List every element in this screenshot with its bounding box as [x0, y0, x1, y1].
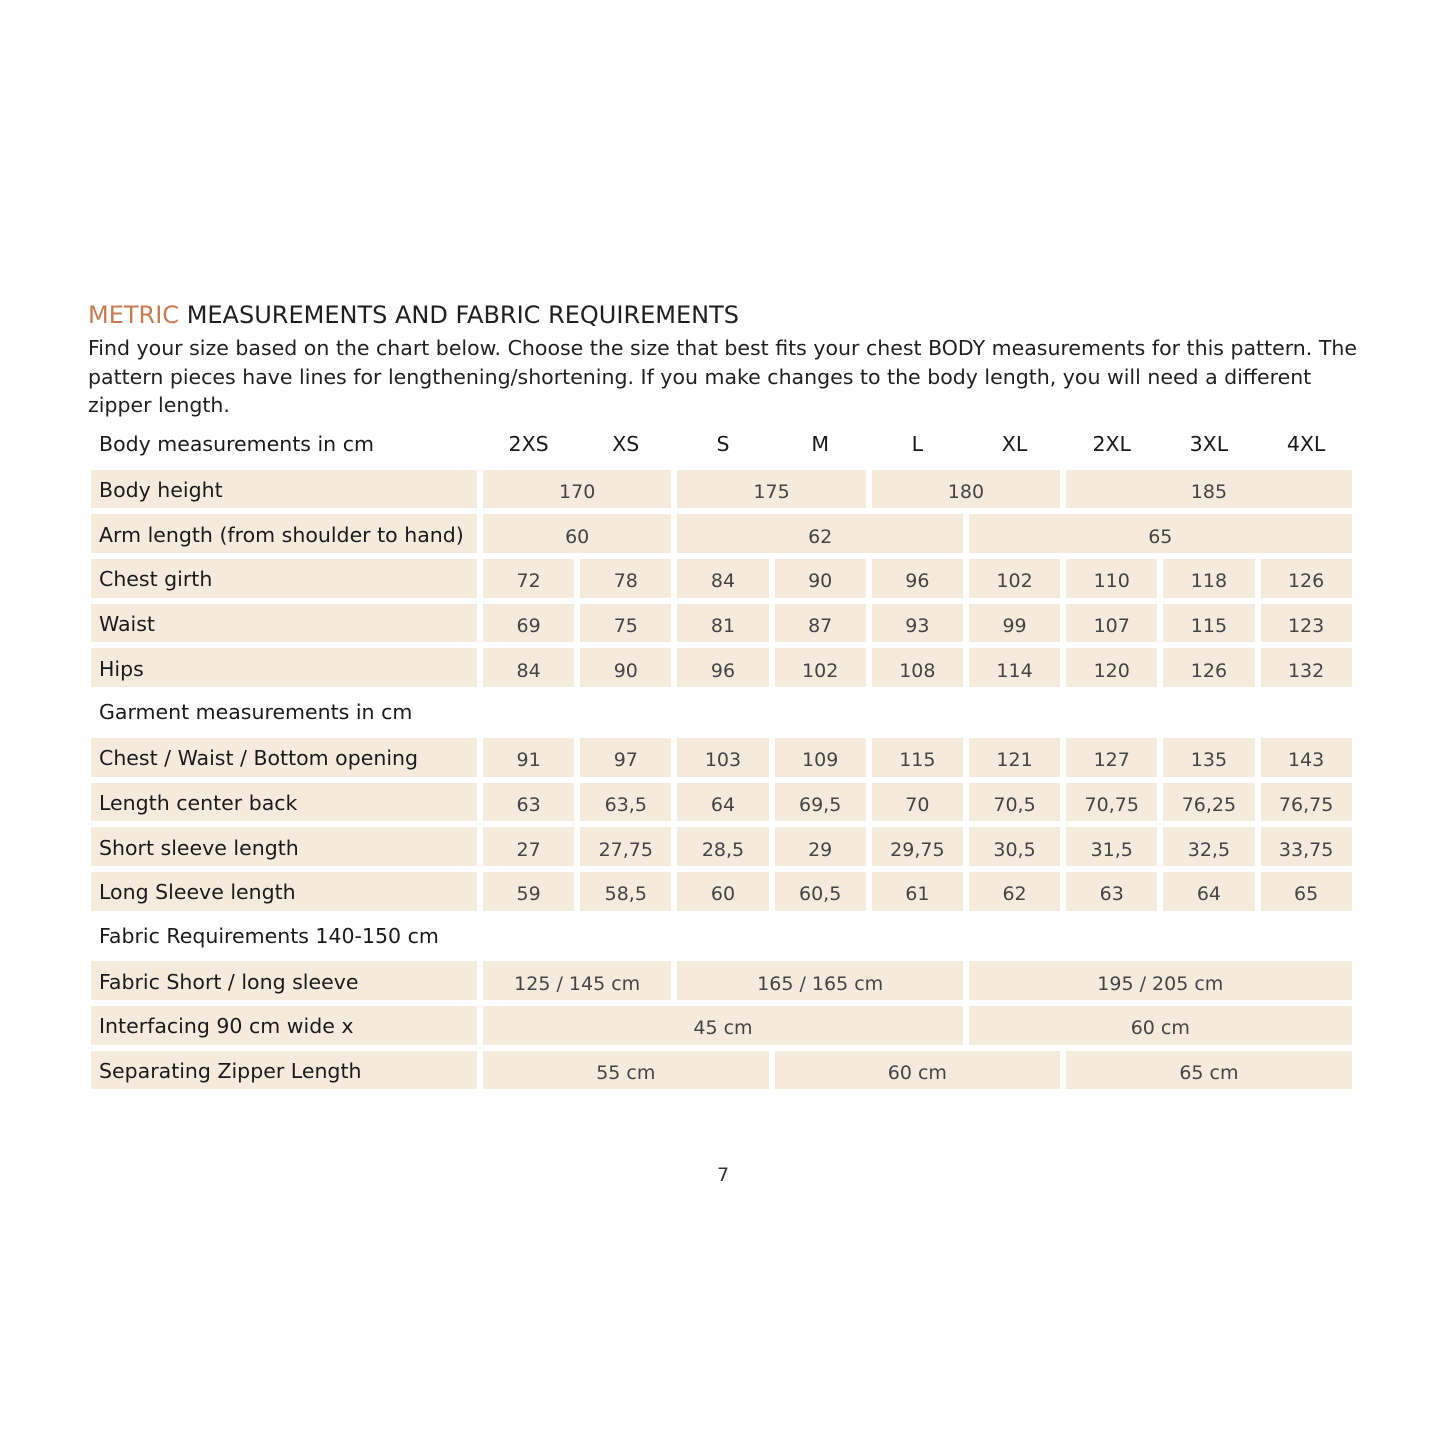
- page-heading: [88, 301, 739, 329]
- table-cell: 64: [1160, 869, 1257, 914]
- size-header-xl: XL: [1001, 432, 1028, 457]
- row-label: Hips: [88, 645, 480, 690]
- table-cell: 126: [1258, 556, 1355, 601]
- table-cell: 61: [869, 869, 966, 914]
- table-cell: 107: [1063, 601, 1160, 646]
- table-cell: 65: [966, 511, 1355, 556]
- table-cell: 27,75: [577, 824, 674, 869]
- table-cell: 109: [772, 735, 869, 780]
- size-header-s: S: [716, 432, 730, 457]
- table-cell: 125 / 145 cm: [480, 958, 674, 1003]
- table-cell: 102: [966, 556, 1063, 601]
- table-cell: 118: [1160, 556, 1257, 601]
- table-cell: 63: [480, 780, 577, 825]
- table-cell: 31,5: [1063, 824, 1160, 869]
- table-cell: 126: [1160, 645, 1257, 690]
- table-cell: 59: [480, 869, 577, 914]
- table-cell: 69: [480, 601, 577, 646]
- row-label: Interfacing 90 cm wide x: [88, 1003, 480, 1048]
- table-cell: 75: [577, 601, 674, 646]
- size-header-xs: XS: [612, 432, 640, 457]
- table-cell: 108: [869, 645, 966, 690]
- row-label: Separating Zipper Length: [88, 1048, 480, 1093]
- table-cell: 64: [674, 780, 771, 825]
- size-header-3xl: 3XL: [1189, 432, 1229, 457]
- size-header-l: L: [911, 432, 924, 457]
- table-cell: 60 cm: [772, 1048, 1064, 1093]
- table-cell: 60 cm: [966, 1003, 1355, 1048]
- table-cell: 143: [1258, 735, 1355, 780]
- table-cell: 32,5: [1160, 824, 1257, 869]
- table-cell: 93: [869, 601, 966, 646]
- table-cell: 58,5: [577, 869, 674, 914]
- table-cell: 60: [480, 511, 674, 556]
- size-chart-table: [88, 422, 1355, 1092]
- page-number: 7: [716, 1164, 730, 1186]
- table-cell: 28,5: [674, 824, 771, 869]
- row-label: Arm length (from shoulder to hand): [88, 511, 480, 556]
- table-cell: 91: [480, 735, 577, 780]
- table-cell: 65 cm: [1063, 1048, 1355, 1093]
- table-header-label: Body measurements in cm: [99, 432, 374, 457]
- table-cell: 72: [480, 556, 577, 601]
- table-cell: 84: [480, 645, 577, 690]
- table-cell: 70,75: [1063, 780, 1160, 825]
- table-cell: 29,75: [869, 824, 966, 869]
- row-label: Chest / Waist / Bottom opening: [88, 735, 480, 780]
- table-cell: 70: [869, 780, 966, 825]
- section-heading: Garment measurements in cm: [99, 700, 413, 725]
- table-cell: 70,5: [966, 780, 1063, 825]
- table-cell: 195 / 205 cm: [966, 958, 1355, 1003]
- row-label: Short sleeve length: [88, 824, 480, 869]
- table-cell: 62: [674, 511, 966, 556]
- table-cell: 27: [480, 824, 577, 869]
- table-cell: 103: [674, 735, 771, 780]
- table-cell: 99: [966, 601, 1063, 646]
- table-cell: 185: [1063, 467, 1355, 512]
- table-cell: 90: [772, 556, 869, 601]
- table-cell: 29: [772, 824, 869, 869]
- size-header-m: M: [811, 432, 829, 457]
- table-cell: 127: [1063, 735, 1160, 780]
- table-cell: 110: [1063, 556, 1160, 601]
- table-cell: 65: [1258, 869, 1355, 914]
- table-cell: 62: [966, 869, 1063, 914]
- table-cell: 121: [966, 735, 1063, 780]
- table-cell: 78: [577, 556, 674, 601]
- heading-accent: METRIC: [88, 301, 180, 329]
- table-cell: 84: [674, 556, 771, 601]
- table-cell: 165 / 165 cm: [674, 958, 966, 1003]
- table-cell: 96: [869, 556, 966, 601]
- row-label: Chest girth: [88, 556, 480, 601]
- table-cell: 170: [480, 467, 674, 512]
- table-cell: 60,5: [772, 869, 869, 914]
- row-label: Length center back: [88, 780, 480, 825]
- table-cell: 60: [674, 869, 771, 914]
- table-cell: 63,5: [577, 780, 674, 825]
- row-label: Body height: [88, 467, 480, 512]
- table-cell: 76,75: [1258, 780, 1355, 825]
- table-cell: 180: [869, 467, 1063, 512]
- section-heading: Fabric Requirements 140-150 cm: [99, 923, 439, 948]
- table-cell: 63: [1063, 869, 1160, 914]
- row-label: Long Sleeve length: [88, 869, 480, 914]
- table-cell: 114: [966, 645, 1063, 690]
- table-cell: 87: [772, 601, 869, 646]
- size-header-2xl: 2XL: [1092, 432, 1131, 457]
- table-cell: 123: [1258, 601, 1355, 646]
- table-cell: 97: [577, 735, 674, 780]
- table-cell: 132: [1258, 645, 1355, 690]
- table-cell: 30,5: [966, 824, 1063, 869]
- table-cell: 135: [1160, 735, 1257, 780]
- table-cell: 175: [674, 467, 868, 512]
- table-cell: 120: [1063, 645, 1160, 690]
- table-cell: 55 cm: [480, 1048, 772, 1093]
- row-label: Fabric Short / long sleeve: [88, 958, 480, 1003]
- size-header-2xs: 2XS: [508, 432, 549, 457]
- table-cell: 45 cm: [480, 1003, 966, 1048]
- intro-paragraph: Find your size based on the chart below. Choose the size that best fits your chest BODY measurements for this pattern. The pattern pieces have lines for lengthening/shortening. If you make changes to the body length, you will need a different zipper length.: [88, 336, 1357, 417]
- table-cell: 102: [772, 645, 869, 690]
- table-cell: 81: [674, 601, 771, 646]
- table-cell: 33,75: [1258, 824, 1355, 869]
- table-cell: 96: [674, 645, 771, 690]
- heading-text: MEASUREMENTS AND FABRIC REQUIREMENTS: [186, 301, 740, 329]
- row-label: Waist: [88, 601, 480, 646]
- size-header-4xl: 4XL: [1286, 432, 1326, 457]
- table-cell: 90: [577, 645, 674, 690]
- table-cell: 115: [869, 735, 966, 780]
- table-cell: 76,25: [1160, 780, 1257, 825]
- table-cell: 69,5: [772, 780, 869, 825]
- table-cell: 115: [1160, 601, 1257, 646]
